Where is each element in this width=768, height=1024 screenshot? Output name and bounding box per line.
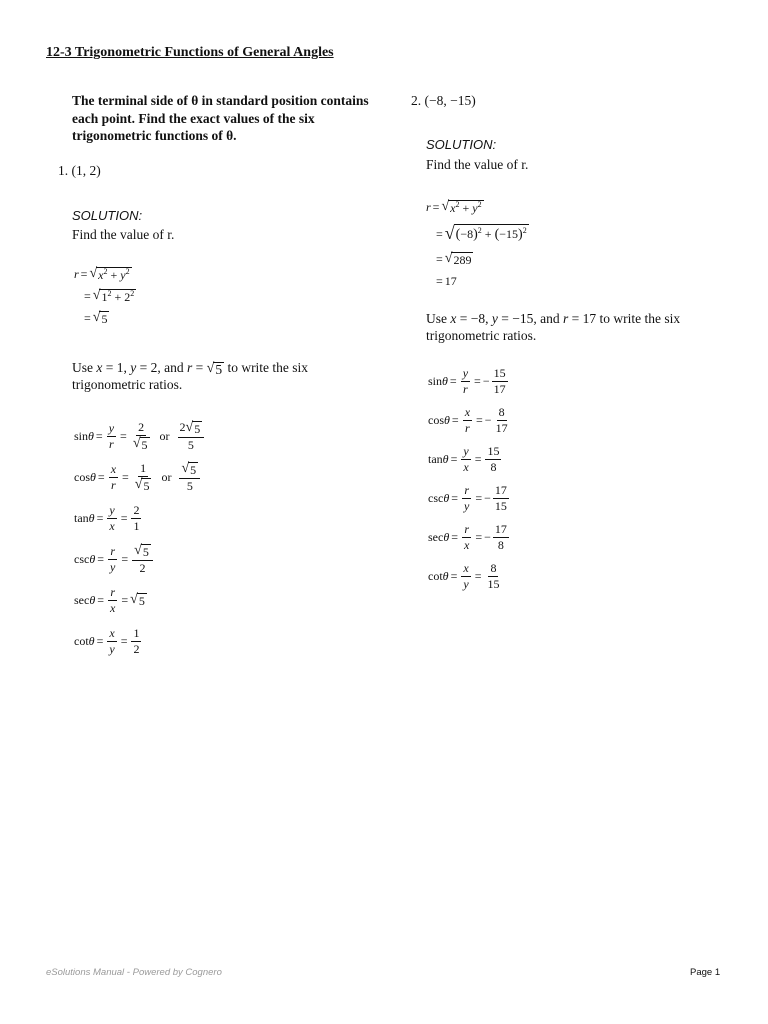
p2-csc: csc θ = $\frac{r}{y}$ = − $\frac{17}{15}$ [428, 483, 507, 513]
p2-r-step-2: = √ $(-8)^2 + (-15)^2$ [436, 223, 527, 243]
p1-r-step-1: r = √ $x^2 + y^2$ [74, 265, 130, 282]
problem-1-ratios [74, 416, 206, 662]
page-title: 12-3 Trigonometric Functions of General Angles [46, 45, 334, 60]
problem-2-use-text-1: Use x = −8, y = −15, and r = 17 to write the six [426, 311, 681, 326]
p1-csc: csc θ = $\frac{r}{y}$ = √ 5 2 [74, 539, 206, 580]
problem-2-ratios [428, 362, 512, 596]
p1-sec: sec θ = $\frac{r}{x}$ = √ 5 [74, 585, 145, 615]
p2-r-step-1: r = √ $x^2 + y^2$ [426, 198, 482, 215]
problem-2-r-derivation [426, 194, 529, 291]
problem-2-use-text-2: trigonometric ratios. [426, 328, 537, 343]
p1-cot: cot θ = $\frac{x}{y}$ = $\frac{1}{2}$ [74, 626, 140, 656]
p1-r-step-2: = √ $1^2 + 2^2$ [84, 287, 135, 304]
p2-r-step-4: = 17 [436, 273, 457, 288]
p2-cot: cot θ = $\frac{x}{y}$ = $\frac{8}{15}$ [428, 561, 500, 591]
problem-1-label: 1. (1, 2) [58, 163, 101, 178]
p1-r-step-3: = √ 5 [84, 309, 108, 326]
footer-publisher: eSolutions Manual - Powered by Cognero [46, 967, 222, 978]
p2-r-step-3: = √ 289 [436, 251, 472, 267]
p1-tan: tan θ = $\frac{y}{x}$ = $\frac{2}{1}$ [74, 503, 140, 533]
p1-cos: cos θ = $\frac{x}{r}$ = 1 √ 5 or √ 5 5 [74, 457, 206, 498]
problem-1-find-r: Find the value of r. [72, 227, 175, 242]
problem-1-use-text-2: trigonometric ratios. [72, 377, 183, 392]
p1-sin: sin θ = $\frac{y}{r}$ = 2 √ 5 or 2 √ 5 5 [74, 416, 206, 457]
problem-2-solution-label: SOLUTION: [426, 137, 497, 152]
problem-2-find-r: Find the value of r. [426, 157, 529, 172]
footer-page-number: Page 1 [690, 967, 721, 978]
problem-1-use-text-1: Use x = 1, y = 2, and r = √ 5 to write the six [72, 360, 309, 377]
problem-1-r-derivation [74, 263, 136, 329]
problem-1-solution-label: SOLUTION: [72, 208, 143, 223]
p2-tan: tan θ = $\frac{y}{x}$ = $\frac{15}{8}$ [428, 444, 500, 474]
instructions: The terminal side of θ in standard position contains each point. Find the exact values of the six trigonometric functions of θ. [72, 93, 369, 143]
p2-sec: sec θ = $\frac{r}{x}$ = − $\frac{17}{8}$ [428, 522, 507, 552]
p2-cos: cos θ = $\frac{x}{r}$ = − $\frac{8}{17}$ [428, 405, 508, 435]
p2-sin: sin θ = $\frac{y}{r}$ = − $\frac{15}{17}$ [428, 366, 506, 396]
problem-2-label: 2. (−8, −15) [411, 93, 476, 108]
